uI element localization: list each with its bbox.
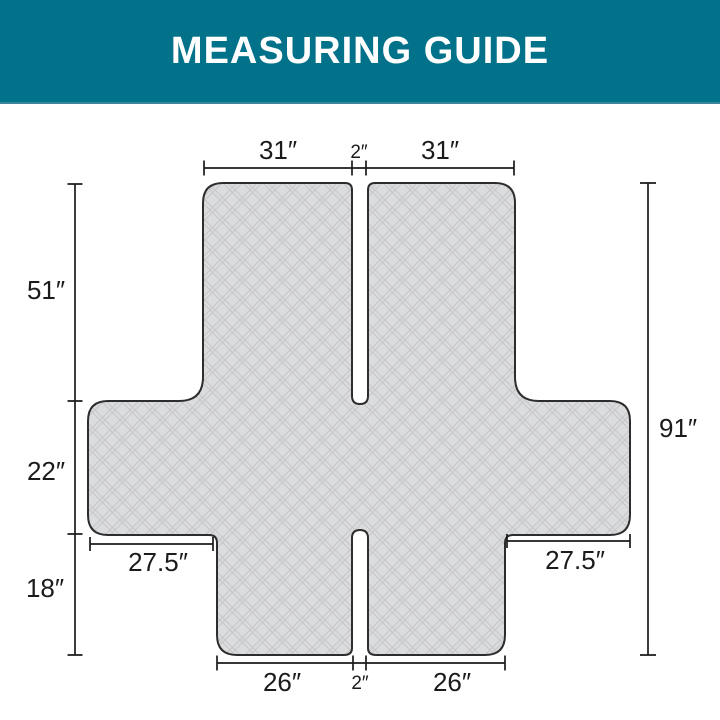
top-right-width-label: 31″ <box>420 135 460 165</box>
right-dimension-line <box>640 183 656 655</box>
bottom-right-width-label: 26″ <box>432 667 472 697</box>
left-arm-width-dimension <box>90 537 213 577</box>
bottom-left-width-label: 26″ <box>262 667 302 697</box>
left-height-dimension <box>26 184 83 655</box>
top-width-dimension <box>204 135 514 176</box>
back-height-label: 51″ <box>26 275 66 305</box>
bottom-width-dimension <box>217 656 505 698</box>
left-dimension-line <box>68 184 83 655</box>
top-gap-label: 2″ <box>350 142 368 163</box>
top-left-width-label: 31″ <box>258 135 298 165</box>
left-arm-width-label: 27.5″ <box>128 547 188 577</box>
right-arm-width-dimension <box>507 534 630 575</box>
seat-height-label: 22″ <box>26 456 66 486</box>
page-title: MEASURING GUIDE <box>170 29 550 72</box>
right-arm-width-label: 27.5″ <box>545 545 605 575</box>
bottom-gap-label: 2″ <box>351 673 369 694</box>
total-length-label: 91″ <box>659 413 698 443</box>
sofa-cover-shape <box>88 183 630 655</box>
right-total-length-dimension <box>640 183 697 655</box>
front-height-label: 18″ <box>25 573 65 603</box>
